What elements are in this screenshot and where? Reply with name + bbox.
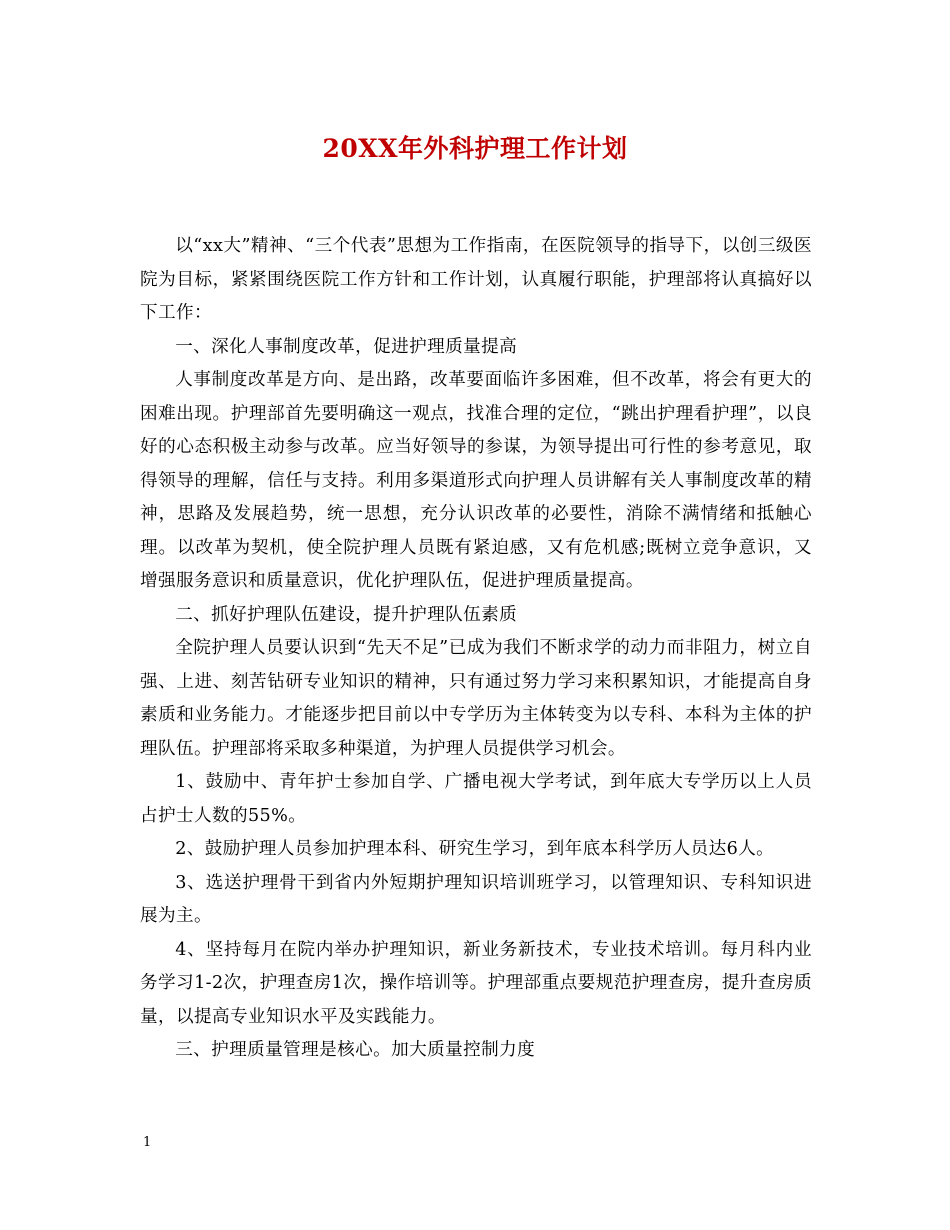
list-item-4: 4、坚持每月在院内举办护理知识，新业务新技术，专业技术培训。每月科内业务学习1-2次，护理查房1次，操作培训等。护理部重点要规范护理查房，提升查房质量，以提高专业知识水平及实践能力。 <box>140 939 812 1027</box>
section-heading-3: 三、护理质量管理是核心。加大质量控制力度 <box>175 1040 536 1060</box>
intro-paragraph: 以“xx大”精神、“三个代表”思想为工作指南，在医院领导的指导下，以创三级医院为目标，紧紧围绕医院工作方针和工作计划，认真履行职能，护理部将认真搞好以下工作： <box>140 236 812 323</box>
list-item-1: 1、鼓励中、青年护士参加自学、广播电视大学考试，到年底大专学历以上人员占护士人数的55%。 <box>140 772 812 826</box>
section-heading-1: 一、深化人事制度改革，促进护理质量提高 <box>175 336 518 357</box>
section-2-paragraph: 全院护理人员要认识到“先天不足”已成为我们不断求学的动力而非阻力，树立自强、上进、刻苦钻研专业知识的精神，只有通过努力学习来积累知识，才能提高自身素质和业务能力。才能逐步把目前以中专学历为主体转变为以专科、本科为主体的护理队伍。护理部将采取多种渠道，为护理人员提供学习机会。 <box>140 638 812 759</box>
document-body <box>140 230 812 1068</box>
section-1-paragraph: 人事制度改革是方向、是出路，改革要面临许多困难，但不改革，将会有更大的困难出现。护理部首先要明确这一观点，找准合理的定位，“跳出护理看护理”，以良好的心态积极主动参与改革。应当好领导的参谋，为领导提出可行性的参考意见，取得领导的理解，信任与支持。利用多渠道形式向护理人员讲解有关人事制度改革的精神，思路及发展趋势，统一思想，充分认识改革的必要性，消除不满情绪和抵触心理。以改革为契机，使全院护理人员既有紧迫感，又有危机感;既树立竞争意识，又增强服务意识和质量意识，优化护理队伍，促进护理质量提高。 <box>140 370 812 591</box>
list-item-2: 2、鼓励护理人员参加护理本科、研究生学习，到年底本科学历人员达6人。 <box>175 839 775 859</box>
section-heading-2: 二、抓好护理队伍建设，提升护理队伍素质 <box>175 604 518 625</box>
list-item-3: 3、选送护理骨干到省内外短期护理知识培训班学习，以管理知识、专科知识进展为主。 <box>140 872 812 926</box>
page-number: 1 <box>143 1135 152 1150</box>
document-title: 20XX年外科护理工作计划 <box>322 134 628 163</box>
